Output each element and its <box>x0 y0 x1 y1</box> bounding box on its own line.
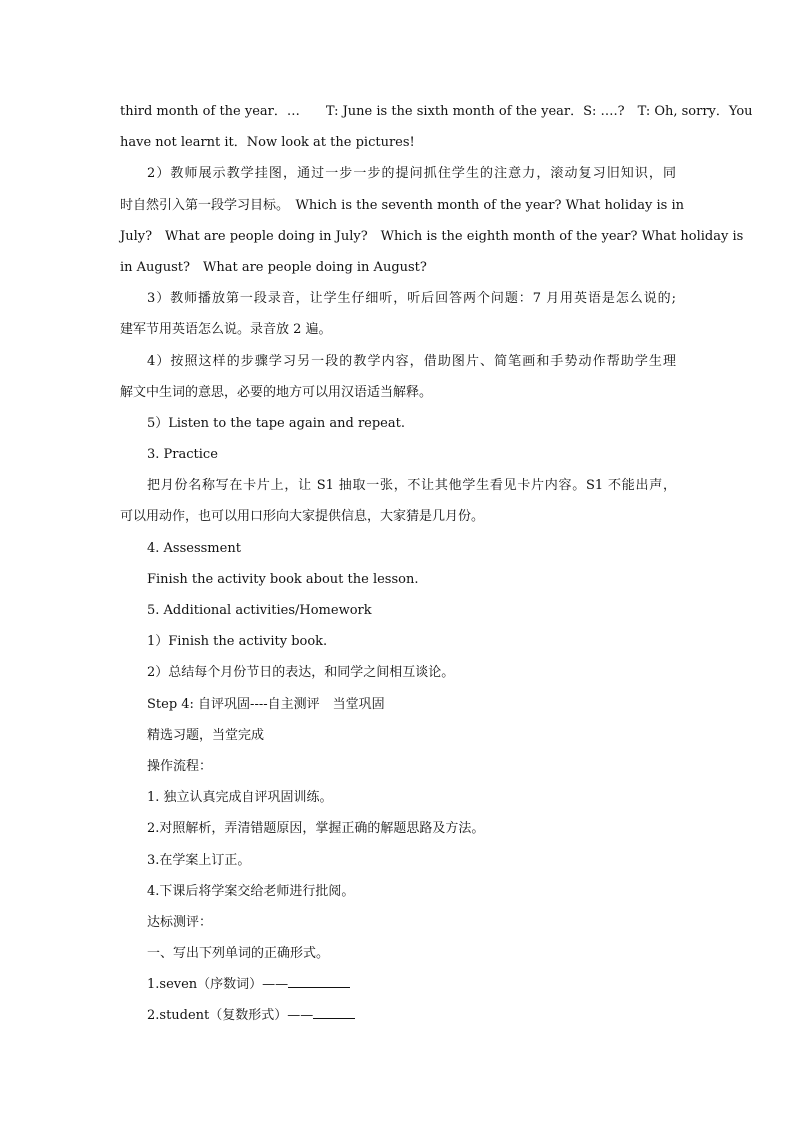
text-line: 3）教师播放第一段录音，让学生仔细听，听后回答两个问题：7 月用英语是怎么说的; <box>147 291 676 307</box>
text-line: third month of the year．… T: June is the sixth month of the year．S: ….? T: Oh, sorry．You <box>120 104 753 119</box>
exercise-prompt: 1.seven（序数词）—— <box>147 977 289 993</box>
text-line: 操作流程： <box>147 758 213 774</box>
text-line: in August? What are people doing in August? <box>120 259 427 275</box>
text-line: July? What are people doing in July? Which is the eighth month of the year? What holiday is <box>120 228 744 244</box>
text-line: 时自然引入第一段学习目标。 Which is the seventh month of the year? What holiday is in <box>120 197 685 213</box>
text-line: Step 4: 自评巩固----自主测评 当堂巩固 <box>147 696 385 712</box>
text-line: 2）教师展示教学挂图，通过一步一步的提问抓住学生的注意力，滚动复习旧知识，同 <box>147 166 676 182</box>
text-line: have not learnt it．Now look at the pictures! <box>120 135 415 151</box>
text-line: 5）Listen to the tape again and repeat. <box>147 415 405 431</box>
text-line: 2.对照解析，弄清错题原因，掌握正确的解题思路及方法。 <box>147 821 485 837</box>
text-line: 1）Finish the activity book. <box>147 634 328 650</box>
text-line: 3. Practice <box>147 447 218 463</box>
text-line: 4.下课后将学案交给老师进行批阅。 <box>147 883 355 899</box>
document-page <box>120 96 753 1032</box>
text-line: 1. 独立认真完成自评巩固训练。 <box>147 790 333 806</box>
text-line: 精选习题，当堂完成 <box>147 727 265 743</box>
exercise-prompt: 2.student（复数形式）—— <box>147 1008 314 1024</box>
answer-blank[interactable] <box>288 974 350 988</box>
text-line: 4）按照这样的步骤学习另一段的教学内容，借助图片、简笔画和手势动作帮助学生理 <box>147 353 676 369</box>
text-line: 4. Assessment <box>147 540 241 556</box>
text-line: 建军节用英语怎么说。录音放 2 遍。 <box>120 322 332 338</box>
text-line: 2）总结每个月份节日的表达，和同学之间相互谈论。 <box>147 665 455 681</box>
text-line: 3.在学案上订正。 <box>147 852 251 868</box>
exercise-item-2 <box>120 1000 676 1031</box>
text-line: 一、写出下列单词的正确形式。 <box>147 946 330 962</box>
text-line: 解文中生词的意思，必要的地方可以用汉语适当解释。 <box>120 384 433 400</box>
answer-blank[interactable] <box>313 1005 355 1019</box>
text-line: Finish the activity book about the lesson. <box>147 571 419 587</box>
body-text <box>120 96 753 969</box>
exercise-item-1 <box>120 969 676 1000</box>
text-line: 5. Additional activities/Homework <box>147 603 372 618</box>
text-line: 达标测评： <box>147 914 213 930</box>
text-line: 可以用动作，也可以用口形向大家提供信息，大家猜是几月份。 <box>120 509 485 525</box>
text-line: 把月份名称写在卡片上，让 S1 抽取一张，不让其他学生看见卡片内容。S1 不能出声， <box>147 478 676 494</box>
